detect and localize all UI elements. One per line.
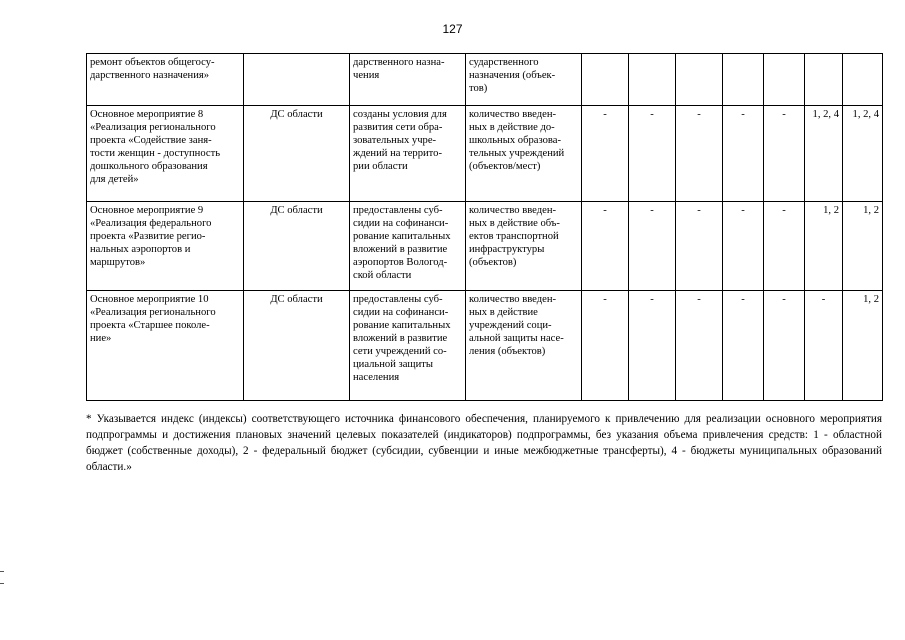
value-cell: 1, 2, 4 [843, 106, 883, 202]
event-cell: Основное мероприятие 9 «Реализация федерального проекта «Развитие регио- нальных аэропортов и маршрутов» [87, 202, 244, 291]
executor-cell: ДС области [244, 106, 350, 202]
value-cell: 1, 2, 4 [805, 106, 843, 202]
margin-mark [0, 583, 4, 584]
result-cell: дарственного назна- чения [350, 54, 466, 106]
event-cell: Основное мероприятие 10 «Реализация регионального проекта «Старшее поколе- ние» [87, 291, 244, 401]
margin-mark [0, 571, 4, 572]
value-cell: - [676, 106, 723, 202]
value-cell: - [723, 291, 764, 401]
value-cell [629, 54, 676, 106]
value-cell [723, 54, 764, 106]
value-cell: - [629, 291, 676, 401]
value-cell: - [629, 106, 676, 202]
indicator-cell: сударственного назначения (объек- тов) [466, 54, 582, 106]
value-cell: - [676, 202, 723, 291]
value-cell: - [676, 291, 723, 401]
value-cell [764, 54, 805, 106]
indicator-cell: количество введен- ных в действие до- школьных образова- тельных учреждений (объектов/мест) [466, 106, 582, 202]
event-cell: Основное мероприятие 8 «Реализация регионального проекта «Содействие заня- тости женщин - доступность дошкольного образования для детей» [87, 106, 244, 202]
value-cell: - [764, 291, 805, 401]
value-cell: - [805, 291, 843, 401]
executor-cell: ДС области [244, 291, 350, 401]
executor-cell: ДС области [244, 202, 350, 291]
value-cell: 1, 2 [843, 202, 883, 291]
value-cell [843, 54, 883, 106]
value-cell: - [764, 202, 805, 291]
value-cell: - [723, 202, 764, 291]
value-cell: - [764, 106, 805, 202]
value-cell: 1, 2 [843, 291, 883, 401]
footnote: * Указывается индекс (индексы) соответствующего источника финансового обеспечения, планируемого к привлечению для реализации основного мероприятия подпрограммы и достижения плановых значений целевых показателей (индикаторов) подпрограммы, без указания объема привлечения средств: 1 - областной бюджет (собственные доходы), 2 - федеральный бюджет (субсидии, субвенции и иные межбюджетные трансферты), 4 - бюджеты муниципальных образований области.» [86, 413, 882, 473]
executor-cell [244, 54, 350, 106]
page-number: 127 [442, 22, 463, 36]
value-cell [582, 54, 629, 106]
value-cell [805, 54, 843, 106]
event-cell: ремонт объектов общегосу- дарственного назначения» [87, 54, 244, 106]
value-cell: 1, 2 [805, 202, 843, 291]
value-cell [676, 54, 723, 106]
activities-table [86, 53, 883, 401]
value-cell: - [723, 106, 764, 202]
table-row [87, 106, 883, 202]
value-cell: - [582, 106, 629, 202]
table-row [87, 291, 883, 401]
value-cell: - [629, 202, 676, 291]
indicator-cell: количество введен- ных в действие учреждений соци- альной защиты насе- ления (объектов) [466, 291, 582, 401]
table-row [87, 54, 883, 106]
result-cell: предоставлены суб- сидии на софинанси- рование капитальных вложений в развитие сети учреждений со- циальной защиты населения [350, 291, 466, 401]
value-cell: - [582, 202, 629, 291]
value-cell: - [582, 291, 629, 401]
result-cell: предоставлены суб- сидии на софинанси- рование капитальных вложений в развитие аэропортов Вологод- ской области [350, 202, 466, 291]
result-cell: созданы условия для развития сети обра- зовательных учре- ждений на террито- рии области [350, 106, 466, 202]
table-row [87, 202, 883, 291]
indicator-cell: количество введен- ных в действие объ- ектов транспортной инфраструктуры (объектов) [466, 202, 582, 291]
